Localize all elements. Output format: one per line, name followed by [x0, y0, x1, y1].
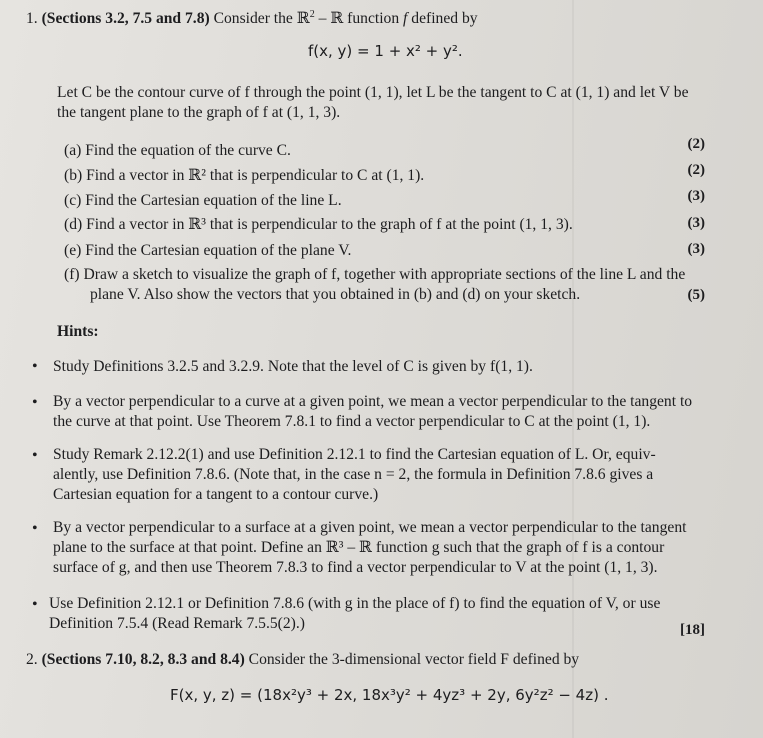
vector-field-definition: F(x, y, z) = (18x²y³ + 2x, 18x³y² + 4yz³ + 2y, 6y²z² − 4z) .: [170, 686, 609, 704]
question-1-total-marks: [18]: [680, 622, 705, 638]
question-1-header: 1. (Sections 3.2, 7.5 and 7.8) Consider the ℝ$^2$ – ℝ function f defined by: [26, 8, 478, 27]
function-definition: f(x, y) = 1 + x² + y².: [308, 42, 463, 60]
hint-2-line-2: the curve at that point. Use Theorem 7.8.1 to find a vector perpendicular to C at the point (1, 1).: [53, 413, 651, 430]
hint-5-line-2: Definition 7.5.4 (Read Remark 7.5.5(2).): [49, 615, 305, 632]
hint-5-line-1: Use Definition 2.12.1 or Definition 7.8.6 (with g in the place of f) to find the equation of V, or use: [49, 595, 661, 612]
question-1-sections: (Sections 3.2, 7.5 and 7.8): [41, 10, 210, 27]
question-2-number: 2.: [26, 651, 38, 668]
bullet-icon: •: [32, 596, 38, 613]
part-d: (d) Find a vector in ℝ³ that is perpendicular to the graph of f at the point (1, 1, 3).: [64, 216, 573, 233]
hint-4-line-2: plane to the surface at that point. Define an ℝ³ – ℝ function g such that the graph of f is a contour: [53, 539, 665, 556]
part-f-marks: (5): [687, 287, 705, 303]
question-1-number: 1.: [26, 10, 38, 27]
part-b-marks: (2): [687, 162, 705, 178]
bullet-icon: •: [32, 358, 38, 375]
question-2-header: 2. (Sections 7.10, 8.2, 8.3 and 8.4) Consider the 3-dimensional vector field F defined by: [26, 651, 580, 668]
question-2-sections: (Sections 7.10, 8.2, 8.3 and 8.4): [41, 651, 245, 668]
part-a: (a) Find the equation of the curve C.: [64, 142, 291, 159]
bullet-icon: •: [32, 447, 38, 464]
hint-2-line-1: By a vector perpendicular to a curve at a given point, we mean a vector perpendicular to the tangent to: [53, 393, 693, 410]
hint-3-line-3: Cartesian equation for a tangent to a contour curve.): [53, 486, 379, 503]
part-e: (e) Find the Cartesian equation of the plane V.: [64, 242, 352, 259]
hint-1-line-1: Study Definitions 3.2.5 and 3.2.9. Note that the level of C is given by f(1, 1).: [53, 358, 533, 375]
hint-3-line-2: alently, use Definition 7.8.6. (Note that, in the case n = 2, the formula in Definition 7.8.6 gives a: [53, 466, 654, 483]
part-a-marks: (2): [687, 136, 705, 152]
part-c-marks: (3): [687, 188, 705, 204]
page-fold-shadow: [572, 0, 574, 738]
part-b: (b) Find a vector in ℝ² that is perpendicular to C at (1, 1).: [64, 167, 425, 184]
problem-statement-line-2: the tangent plane to the graph of f at (1, 1, 3).: [57, 104, 341, 121]
part-f: (f) Draw a sketch to visualize the graph of f, together with appropriate sections of the line L and the: [64, 266, 686, 283]
hints-heading: Hints:: [57, 323, 99, 340]
hint-4-line-1: By a vector perpendicular to a surface at a given point, we mean a vector perpendicular to the tangent: [53, 519, 687, 536]
part-f-continued: plane V. Also show the vectors that you obtained in (b) and (d) on your sketch.: [90, 286, 581, 303]
part-e-marks: (3): [687, 241, 705, 257]
hint-4-line-3: surface of g, and then use Theorem 7.8.3 to find a vector perpendicular to V at the point (1, 1, 3).: [53, 559, 658, 576]
bullet-icon: •: [32, 520, 38, 537]
problem-statement-line-1: Let C be the contour curve of f through the point (1, 1), let L be the tangent to C at (1, 1) and let V be: [57, 84, 689, 101]
hint-3-line-1: Study Remark 2.12.2(1) and use Definition 2.12.1 to find the Cartesian equation of L. Or, equiv-: [53, 446, 656, 463]
bullet-icon: •: [32, 394, 38, 411]
part-d-marks: (3): [687, 215, 705, 231]
part-c: (c) Find the Cartesian equation of the line L.: [64, 192, 342, 209]
